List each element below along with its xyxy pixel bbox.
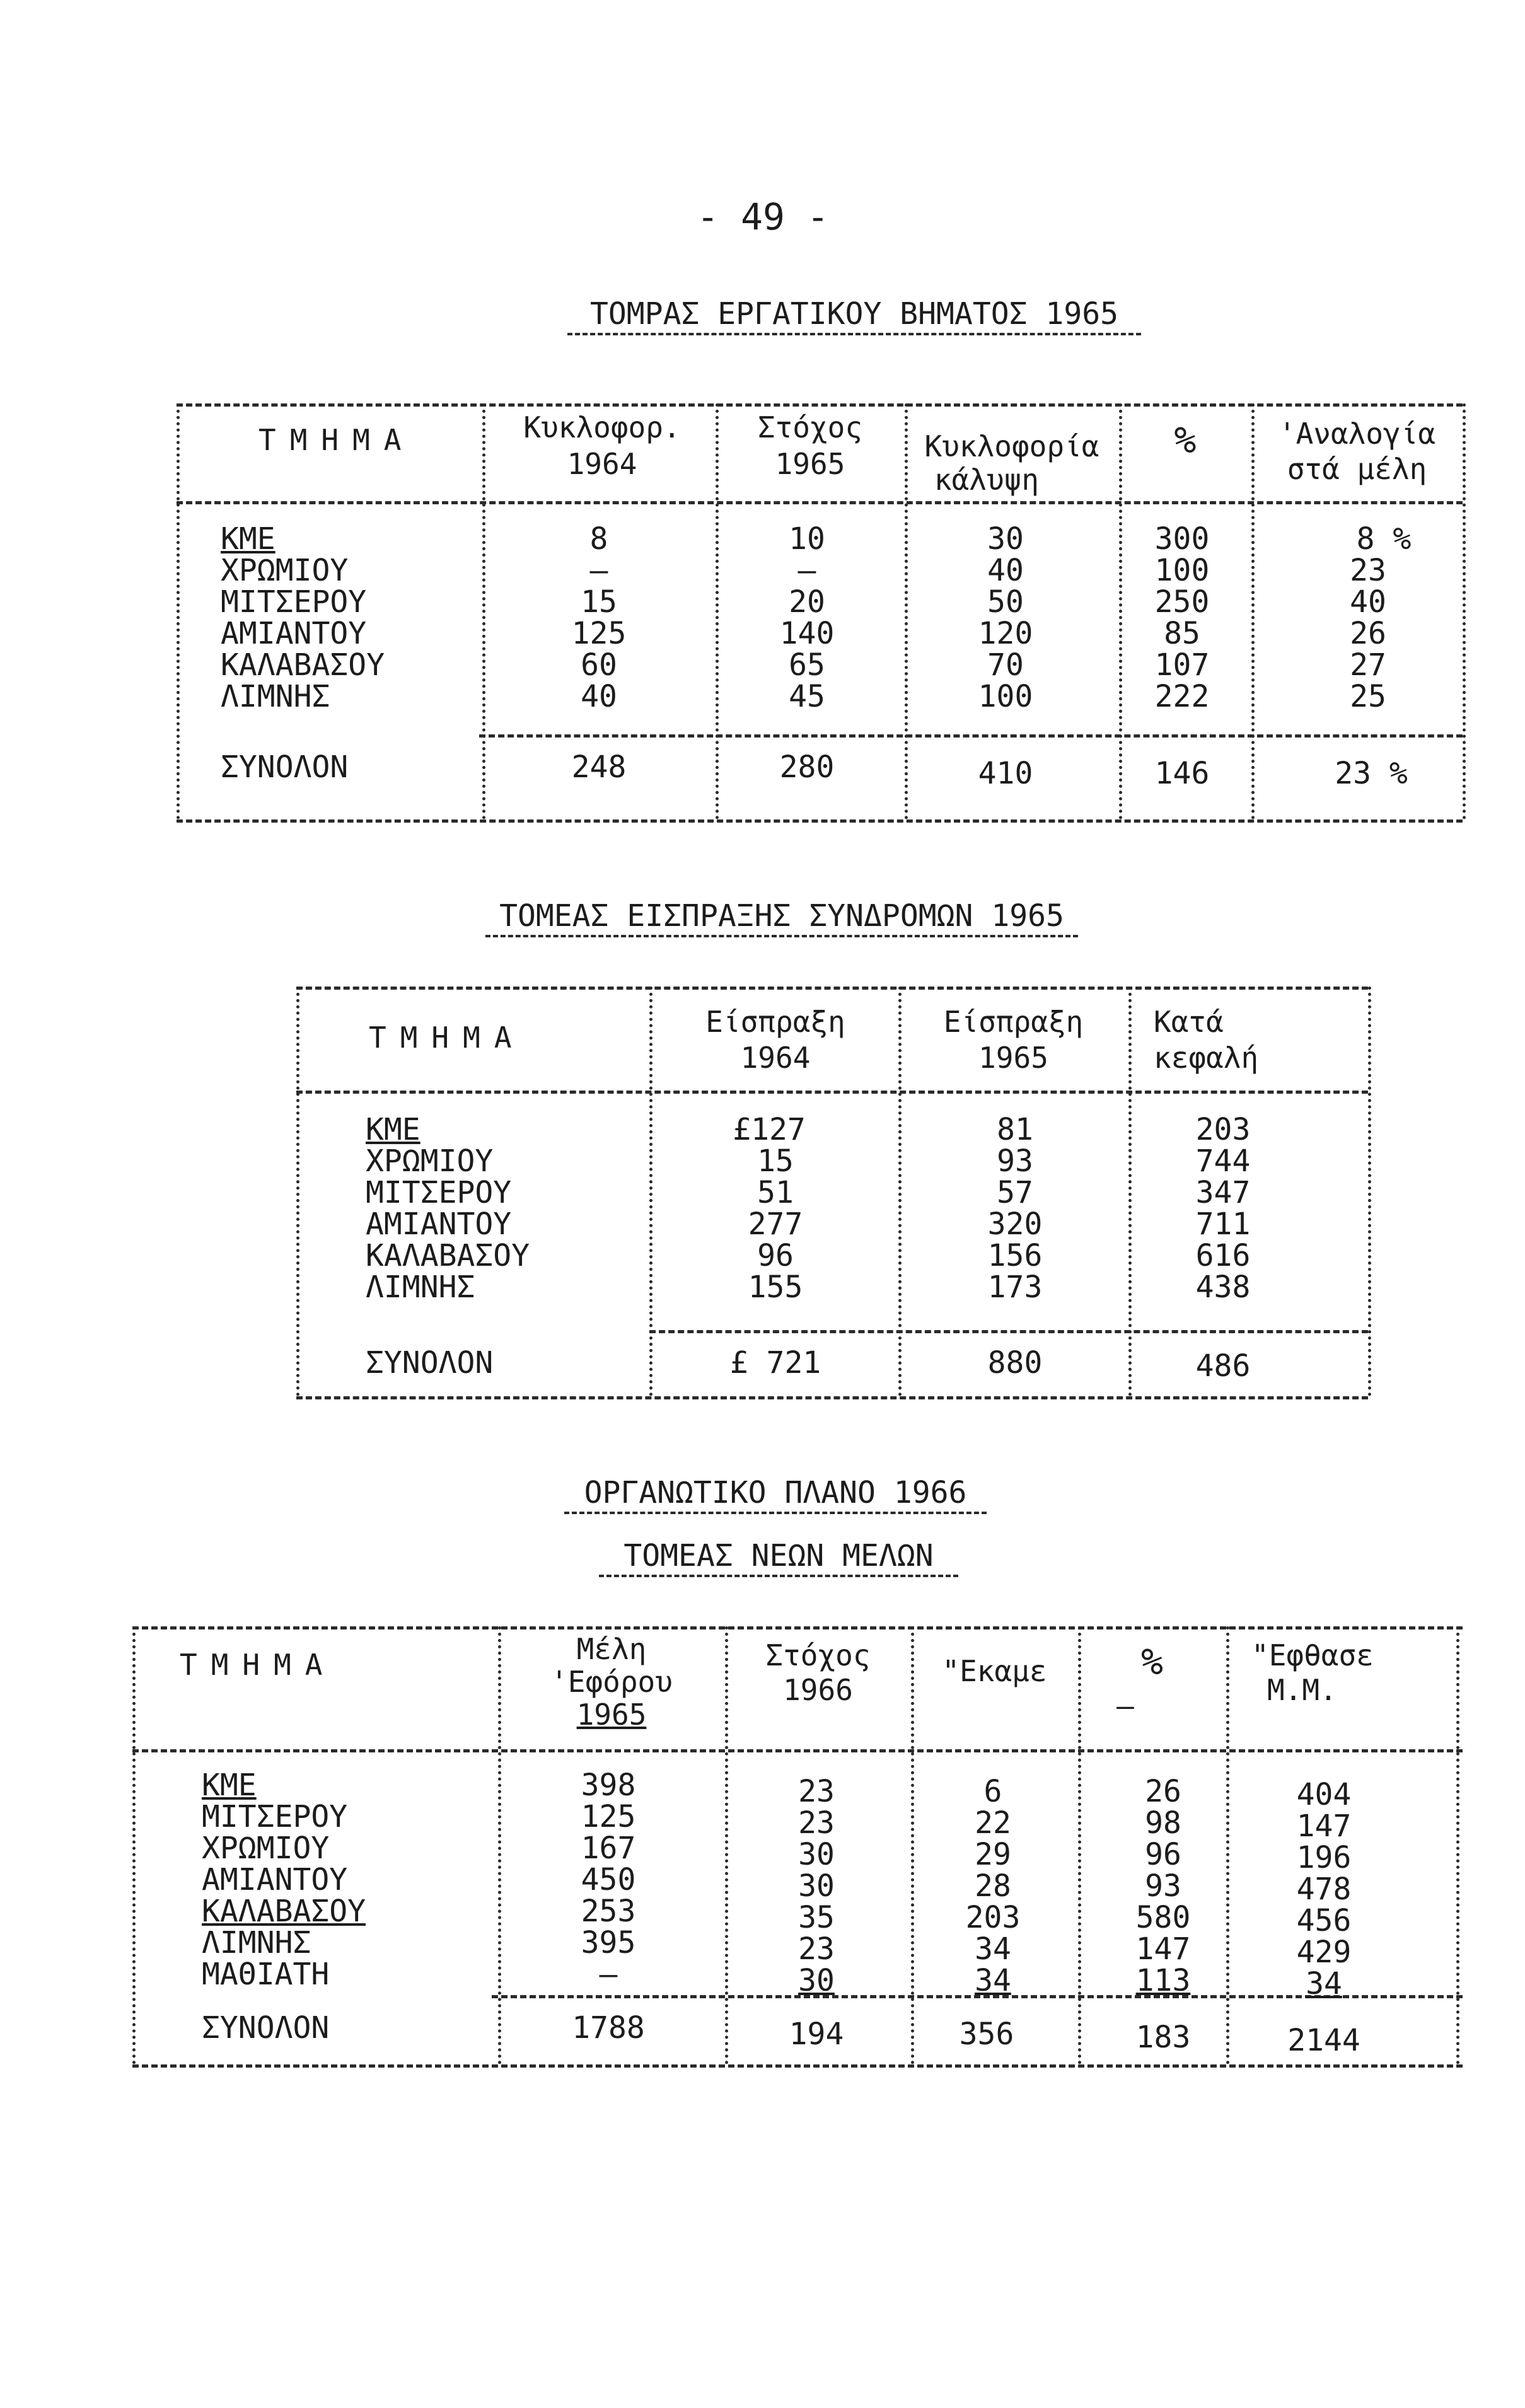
table3-subtitle: ΤΟΜΕΑΣ ΝΕΩΝ ΜΕΛΩΝ xyxy=(599,1538,958,1577)
table1-row-ratio: 27 xyxy=(1350,647,1386,683)
table2-vrule xyxy=(649,987,652,1396)
table3-row-members: 167 xyxy=(581,1831,636,1866)
table3-row-name: ΚΜΕ xyxy=(202,1768,257,1803)
table2-total-name: ΣΥΝΟΛΟΝ xyxy=(366,1345,494,1381)
table3-row-pct: 580 xyxy=(1135,1900,1191,1935)
table1-row-coverage: 120 xyxy=(978,616,1033,651)
table3-row-reached: 478 xyxy=(1296,1872,1352,1907)
table2-row-col2: 57 xyxy=(997,1175,1033,1210)
table1-row-target: 45 xyxy=(789,679,825,714)
table1-row-pct: 107 xyxy=(1154,647,1210,683)
table3-vrule xyxy=(1456,1626,1459,2064)
table1-row-circ: 40 xyxy=(581,679,617,714)
table1-total-pct: 146 xyxy=(1154,756,1210,791)
table2-header-dept: ΤΜΗΜΑ xyxy=(369,1021,526,1055)
table1-row-coverage: 70 xyxy=(987,647,1024,683)
table1-row-circ: 60 xyxy=(581,647,617,683)
table3-row-reached: 34 xyxy=(1306,1966,1342,2001)
table1-vrule xyxy=(1463,403,1466,819)
table3-row-name: ΑΜΙΑΝΤΟΥ xyxy=(202,1862,348,1897)
table3-row-pct: 113 xyxy=(1135,1963,1191,1998)
table1-row-circ: 125 xyxy=(571,616,627,651)
table3-header-percent-sub: – xyxy=(1116,1689,1134,1723)
table3-header-dept: ΤΜΗΜΑ xyxy=(180,1648,337,1682)
table1-header-ratio-sub: στά μέλη xyxy=(1287,452,1427,486)
table1-row-target: 65 xyxy=(789,647,825,683)
table3-row-made: 28 xyxy=(975,1868,1011,1904)
table3-row-target: 30 xyxy=(798,1868,835,1904)
table3-header-members: Μέλη xyxy=(576,1632,647,1666)
table3-row-made: 29 xyxy=(975,1837,1011,1872)
table3-row-reached: 147 xyxy=(1296,1809,1352,1844)
table1-row-target: 10 xyxy=(789,521,825,557)
table1-row-ratio: 8 % xyxy=(1356,521,1412,557)
table2-total-col3: 486 xyxy=(1195,1348,1251,1384)
table2-total-col1: £ 721 xyxy=(729,1345,821,1381)
table3-total-target: 194 xyxy=(789,2017,844,2052)
table2-title: ΤΟΜΕΑΣ ΕΙΣΠΡΑΞΗΣ ΣΥΝΔΡΟΜΩΝ 1965 xyxy=(485,898,1078,937)
table1-row-ratio: 23 xyxy=(1350,553,1386,588)
table1-row-ratio: 26 xyxy=(1350,616,1386,651)
table1-row-coverage: 40 xyxy=(987,553,1024,588)
table1-row-target: 20 xyxy=(789,584,825,620)
table3-row-target: 30 xyxy=(798,1837,835,1872)
table2-header-col3: Κατά xyxy=(1154,1005,1224,1039)
table1-header-coverage-sub: κάλυψη xyxy=(934,463,1040,497)
table1-row-name: ΛΙΜΝΗΣ xyxy=(221,679,330,714)
table1-vrule xyxy=(1119,403,1122,819)
table3-row-target: 23 xyxy=(798,1805,835,1841)
table2-row-col3: 711 xyxy=(1195,1207,1251,1242)
table1-title: ΤΟΜΡΑΣ ΕΡΓΑΤΙΚΟΥ ΒΗΜΑΤΟΣ 1965 xyxy=(567,296,1141,335)
table3-row-pct: 93 xyxy=(1145,1868,1181,1904)
table2-total-rule xyxy=(649,1330,1368,1333)
table1-header-dept: ΤΜΗΜΑ xyxy=(258,423,415,457)
table1-row-coverage: 50 xyxy=(987,584,1024,620)
table1-row-target: – xyxy=(797,553,816,588)
table2-row-col3: 744 xyxy=(1195,1143,1251,1179)
table3-row-target: 35 xyxy=(798,1900,835,1935)
table3-total-made: 356 xyxy=(959,2017,1014,2052)
table1-header-circ-year: 1964 xyxy=(567,447,637,481)
table3-row-pct: 96 xyxy=(1145,1837,1181,1872)
table3-row-target: 30 xyxy=(798,1963,835,1998)
table3-header-members-sub: 'Εφόρου xyxy=(550,1665,673,1699)
table1-row-name: ΧΡΩΜΙΟΥ xyxy=(221,553,349,588)
table2-row-col1: 155 xyxy=(748,1270,803,1305)
table3-vrule xyxy=(1226,1626,1229,2064)
table2-header-col2-year: 1965 xyxy=(978,1041,1048,1075)
table3-vrule xyxy=(911,1626,914,2064)
table3-total-reached: 2144 xyxy=(1287,2023,1360,2058)
table3-header-made: "Εκαμε xyxy=(942,1654,1047,1688)
table3-row-made: 6 xyxy=(983,1774,1002,1809)
table3-row-name: ΧΡΩΜΙΟΥ xyxy=(202,1831,330,1866)
table2-row-col3: 347 xyxy=(1195,1175,1251,1210)
table3-header-reached-sub: Μ.Μ. xyxy=(1267,1673,1337,1707)
table2-header-col1: Είσπραξη xyxy=(705,1005,845,1039)
table3-top-rule xyxy=(132,1626,1463,1629)
table1-header-rule xyxy=(177,501,1463,504)
table3-vrule xyxy=(498,1626,501,2064)
table2-vrule xyxy=(1128,987,1132,1396)
table2-row-name: ΧΡΩΜΙΟΥ xyxy=(366,1143,494,1179)
table1-row-target: 140 xyxy=(779,616,835,651)
table3-row-pct: 98 xyxy=(1145,1805,1181,1841)
table3-total-members: 1788 xyxy=(572,2010,645,2046)
table1-header-ratio: 'Αναλογία xyxy=(1278,417,1436,451)
table2-row-name: ΚΑΛΑΒΑΣΟΥ xyxy=(366,1238,530,1273)
table2-row-col1: £127 xyxy=(733,1112,806,1147)
table2-total-col2: 880 xyxy=(987,1345,1043,1381)
table2-row-name: ΑΜΙΑΝΤΟΥ xyxy=(366,1207,512,1242)
table1-row-ratio: 25 xyxy=(1350,679,1386,714)
table3-row-made: 203 xyxy=(965,1900,1021,1935)
table1-row-pct: 222 xyxy=(1154,679,1210,714)
table1-row-ratio: 40 xyxy=(1350,584,1386,620)
table1-row-pct: 250 xyxy=(1154,584,1210,620)
table1-header-target-year: 1965 xyxy=(775,447,845,481)
table3-row-name: ΜΑΘΙΑΤΗ xyxy=(202,1957,330,1992)
table2-header-col2: Είσπραξη xyxy=(943,1005,1084,1039)
table2-row-col2: 156 xyxy=(987,1238,1043,1273)
table3-total-pct: 183 xyxy=(1135,2020,1191,2055)
table1-row-name: ΜΙΤΣΕΡΟΥ xyxy=(221,584,367,620)
table2-row-col2: 173 xyxy=(987,1270,1043,1305)
table2-row-name: ΚΜΕ xyxy=(366,1112,420,1147)
table3-row-members: 125 xyxy=(581,1799,636,1834)
table2-top-rule xyxy=(296,987,1368,990)
table2-row-col3: 616 xyxy=(1195,1238,1251,1273)
table2-row-col1: 15 xyxy=(757,1143,794,1179)
table1-row-name: ΚΑΛΑΒΑΣΟΥ xyxy=(221,647,385,683)
table3-row-reached: 456 xyxy=(1296,1903,1352,1938)
table3-row-name: ΜΙΤΣΕΡΟΥ xyxy=(202,1799,348,1834)
table2-row-col1: 51 xyxy=(757,1175,794,1210)
table3-row-target: 23 xyxy=(798,1774,835,1809)
table3-vrule xyxy=(132,1626,136,2064)
table1-total-name: ΣΥΝΟΛΟΝ xyxy=(221,750,349,785)
table3-header-percent: % xyxy=(1141,1640,1163,1683)
table1-bottom-rule xyxy=(177,819,1463,823)
table3-bottom-rule xyxy=(132,2064,1463,2068)
table1-row-circ: 8 xyxy=(589,521,608,557)
table2-row-col2: 81 xyxy=(997,1112,1033,1147)
table3-row-members: 253 xyxy=(581,1894,636,1929)
table3-row-made: 34 xyxy=(975,1963,1011,1998)
table3-header-rule xyxy=(132,1749,1463,1752)
table3-row-members: 395 xyxy=(581,1925,636,1960)
table1-total-circ: 248 xyxy=(571,750,627,785)
table1-row-circ: 15 xyxy=(581,584,617,620)
table3-header-reached: "Εφθασε xyxy=(1251,1638,1374,1672)
table3-row-members: 398 xyxy=(581,1768,636,1803)
table1-vrule xyxy=(482,403,485,819)
table3-header-target: Στόχος xyxy=(765,1638,871,1672)
table3-row-name: ΛΙΜΝΗΣ xyxy=(202,1925,311,1960)
table3-row-target: 23 xyxy=(798,1931,835,1967)
table1-row-coverage: 100 xyxy=(978,679,1033,714)
table2-row-col3: 438 xyxy=(1195,1270,1251,1305)
table3-title: ΟΡΓΑΝΩΤΙΚΟ ΠΛΑΝΟ 1966 xyxy=(564,1475,987,1514)
table2-row-name: ΛΙΜΝΗΣ xyxy=(366,1270,475,1305)
table2-row-col2: 93 xyxy=(997,1143,1033,1179)
table3-row-reached: 404 xyxy=(1296,1777,1352,1812)
table2-row-col1: 277 xyxy=(748,1207,803,1242)
table1-top-rule xyxy=(177,403,1463,407)
table3-row-made: 22 xyxy=(975,1805,1011,1841)
table3-row-name: ΚΑΛΑΒΑΣΟΥ xyxy=(202,1894,366,1929)
table1-row-coverage: 30 xyxy=(987,521,1024,557)
table3-row-members: 450 xyxy=(581,1862,636,1897)
table3-row-members: – xyxy=(599,1957,618,1992)
table3-header-members-year: 1965 xyxy=(576,1698,647,1732)
table1-header-percent: % xyxy=(1174,419,1197,461)
table1-total-ratio: 23 % xyxy=(1335,756,1408,791)
table3-row-reached: 429 xyxy=(1296,1935,1352,1970)
table3-row-made: 34 xyxy=(975,1931,1011,1967)
table1-row-pct: 300 xyxy=(1154,521,1210,557)
table1-total-coverage: 410 xyxy=(978,756,1033,791)
table1-row-pct: 100 xyxy=(1154,553,1210,588)
page-number: - 49 - xyxy=(697,195,829,238)
table1-total-rule xyxy=(479,734,1463,738)
table2-row-col1: 96 xyxy=(757,1238,794,1273)
table2-bottom-rule xyxy=(296,1396,1368,1399)
table1-header-coverage: Κυκλοφορία xyxy=(924,429,1099,463)
table2-vrule xyxy=(296,987,299,1396)
table3-header-target-year: 1966 xyxy=(783,1673,853,1707)
table1-row-name: ΑΜΙΑΝΤΟΥ xyxy=(221,616,367,651)
table2-header-rule xyxy=(296,1091,1368,1094)
table3-total-name: ΣΥΝΟΛΟΝ xyxy=(202,2010,330,2046)
table1-vrule xyxy=(177,403,180,819)
table3-row-pct: 147 xyxy=(1135,1931,1191,1967)
table2-header-col3-sub: κεφαλή xyxy=(1154,1041,1259,1075)
table1-row-circ: – xyxy=(589,553,608,588)
table1-header-circ: Κυκλοφορ. xyxy=(523,410,681,444)
table3-row-pct: 26 xyxy=(1145,1774,1181,1809)
table3-row-reached: 196 xyxy=(1296,1840,1352,1875)
table2-vrule xyxy=(1368,987,1371,1396)
table1-row-name: ΚΜΕ xyxy=(221,521,275,557)
table1-header-target: Στόχος xyxy=(757,410,863,444)
table2-row-col2: 320 xyxy=(987,1207,1043,1242)
table2-header-col1-year: 1964 xyxy=(740,1041,811,1075)
table1-row-pct: 85 xyxy=(1164,616,1200,651)
table1-total-target: 280 xyxy=(779,750,835,785)
table2-row-name: ΜΙΤΣΕΡΟΥ xyxy=(366,1175,512,1210)
table2-row-col3: 203 xyxy=(1195,1112,1251,1147)
